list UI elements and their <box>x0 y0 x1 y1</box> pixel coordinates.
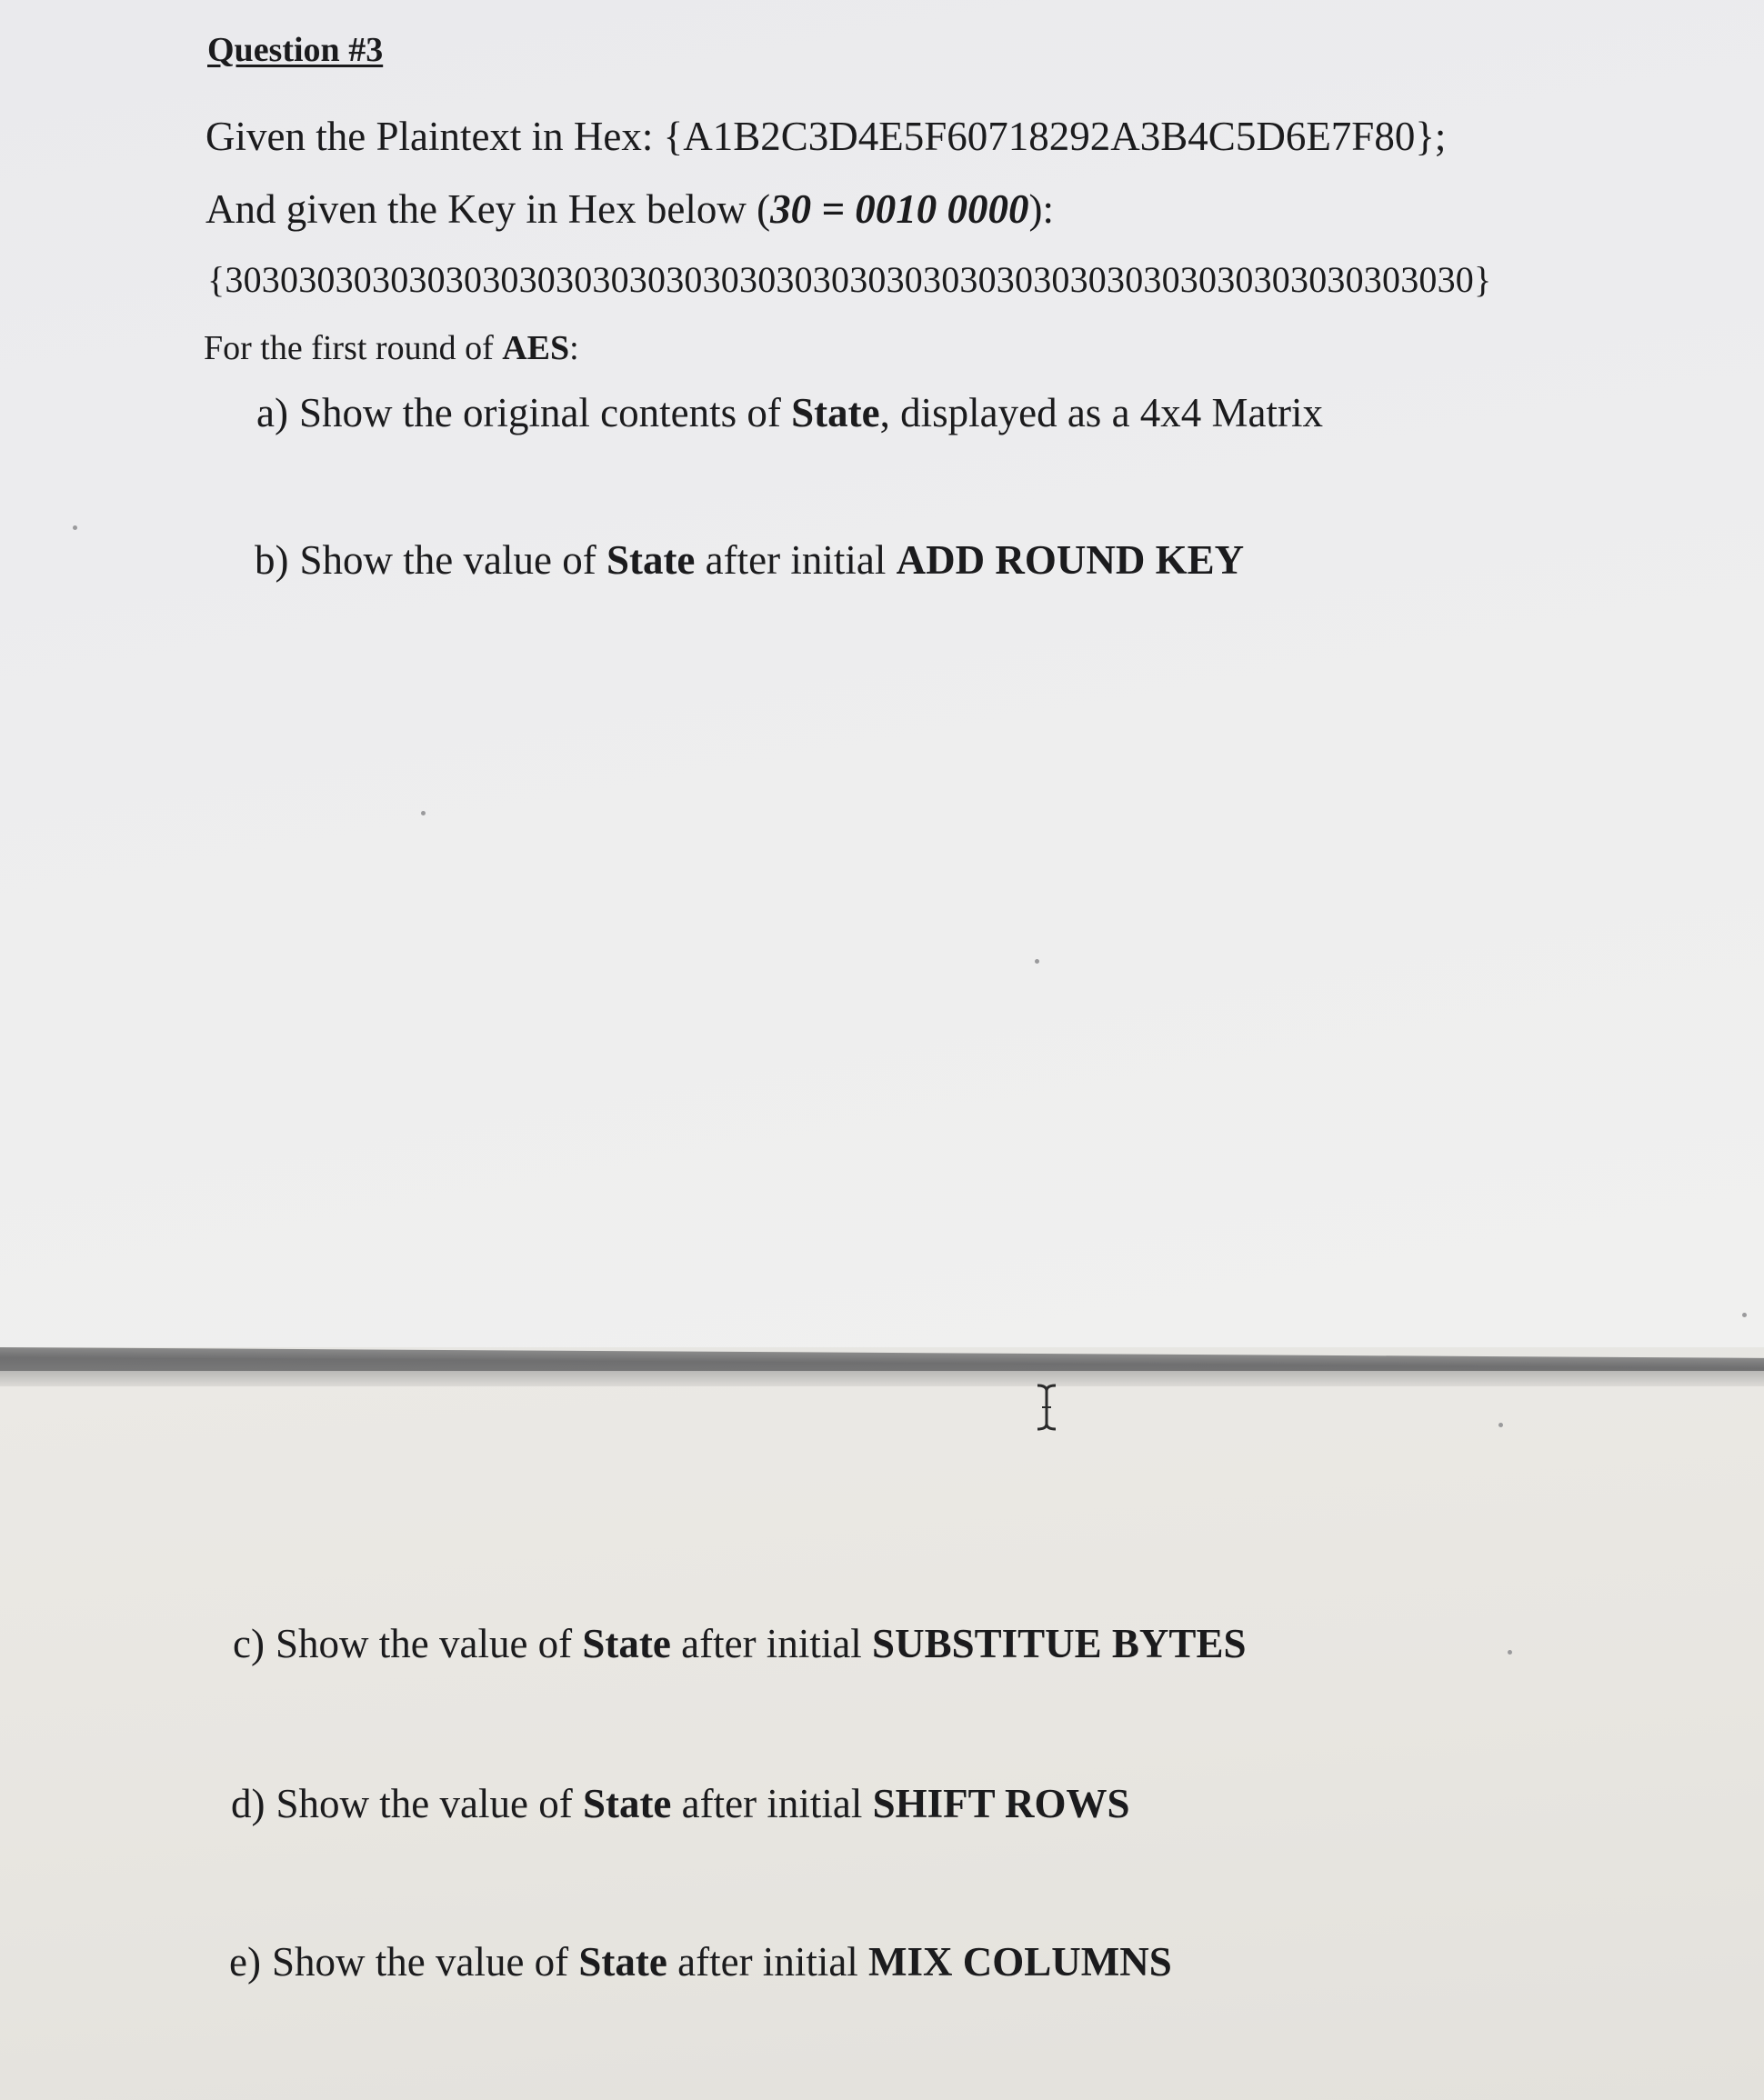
page-speck <box>1742 1313 1747 1317</box>
item-b-state: State <box>606 537 696 583</box>
item-d-letter: d) <box>231 1781 266 1826</box>
item-a-post: , displayed as a 4x4 Matrix <box>879 390 1324 435</box>
list-item-d <box>231 1781 1130 1826</box>
item-a-pre: Show the original contents of <box>298 390 792 435</box>
item-b-pre: Show the value of <box>299 537 606 583</box>
key-hex-value: {30303030303030303030303030303030303030303030303030303030303030303030} <box>207 259 1492 300</box>
item-c-letter: c) <box>233 1621 265 1666</box>
page-speck <box>421 811 426 815</box>
item-d-state: State <box>582 1781 672 1826</box>
item-e-operation: MIX COLUMNS <box>868 1939 1172 1985</box>
item-c-state: State <box>582 1621 671 1666</box>
list-item-c <box>233 1621 1247 1666</box>
item-d-pre: Show the value of <box>276 1781 583 1826</box>
page-speck <box>1035 959 1039 964</box>
item-e-state: State <box>578 1939 667 1985</box>
item-c-operation: SUBSTITUE BYTES <box>872 1621 1247 1666</box>
page-speck <box>1508 1650 1512 1655</box>
item-b-operation: ADD ROUND KEY <box>896 537 1245 583</box>
item-a-state: State <box>791 390 880 435</box>
first-round-line <box>204 331 579 365</box>
item-e-mid: after initial <box>667 1939 869 1985</box>
key-intro-line <box>205 186 1055 232</box>
item-e-pre: Show the value of <box>271 1939 579 1985</box>
first-round-prefix: For the first round of <box>204 329 503 367</box>
first-round-aes: AES <box>502 329 570 367</box>
list-item-e <box>229 1939 1172 1985</box>
page-speck <box>1498 1423 1503 1427</box>
document-page-lower <box>0 1386 1764 2100</box>
item-d-operation: SHIFT ROWS <box>872 1781 1130 1826</box>
text-cursor-icon <box>1033 1382 1060 1433</box>
item-a-letter: a) <box>256 390 288 435</box>
item-c-pre: Show the value of <box>275 1621 583 1666</box>
item-b-mid: after initial <box>695 537 897 583</box>
list-item-b <box>255 537 1245 583</box>
page-break-shadow <box>0 1371 1764 1387</box>
key-intro-text: And given the Key in Hex below ( <box>205 186 771 232</box>
item-b-letter: b) <box>255 537 289 583</box>
item-d-mid: after initial <box>671 1781 873 1826</box>
list-item-a <box>256 390 1324 435</box>
key-equation: 30 = 0010 0000 <box>770 186 1029 232</box>
plaintext-line: Given the Plaintext in Hex: {A1B2C3D4E5F60718292A3B4C5D6E7F80}; <box>205 114 1447 159</box>
question-title: Question #3 <box>207 31 384 69</box>
item-e-letter: e) <box>229 1939 261 1985</box>
page-speck <box>73 525 77 530</box>
item-c-mid: after initial <box>670 1621 873 1666</box>
first-round-suffix: : <box>569 329 579 367</box>
key-intro-end: ): <box>1028 186 1055 232</box>
